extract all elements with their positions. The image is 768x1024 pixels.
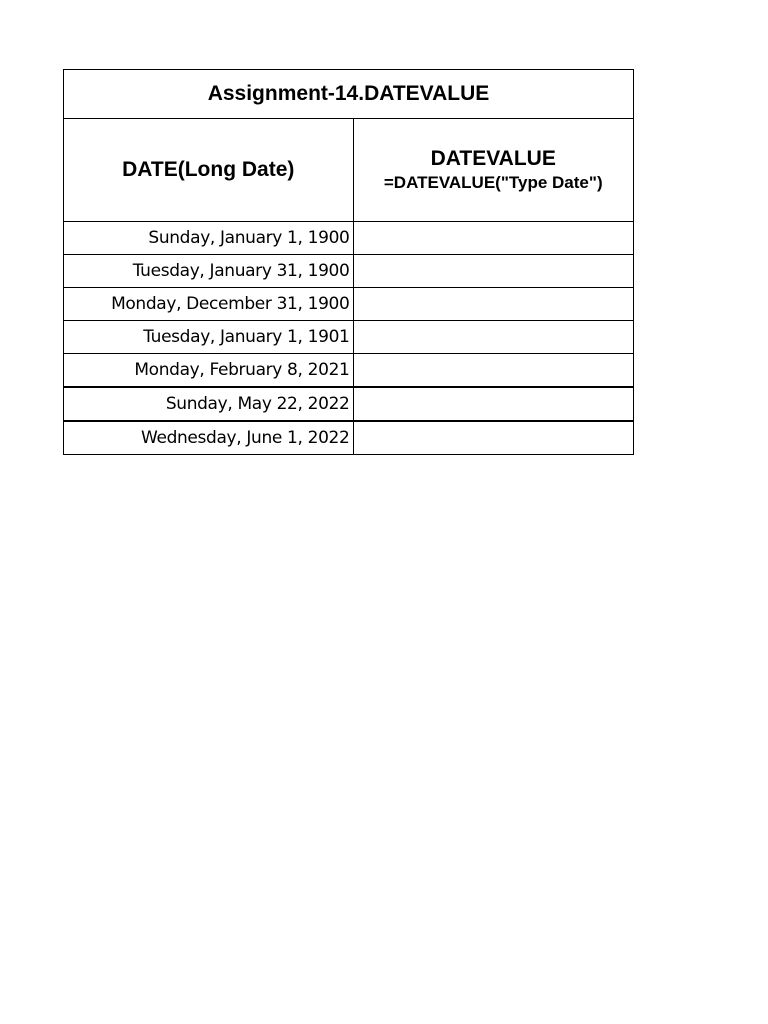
date-cell[interactable]: Sunday, May 22, 2022 bbox=[64, 387, 354, 421]
table-row bbox=[64, 288, 634, 321]
datevalue-cell[interactable] bbox=[353, 354, 634, 388]
date-cell[interactable]: Tuesday, January 1, 1901 bbox=[64, 321, 354, 354]
table-row bbox=[64, 354, 634, 388]
table-row bbox=[64, 421, 634, 455]
sheet-title[interactable]: Assignment-14.DATEVALUE bbox=[64, 70, 634, 119]
datevalue-cell[interactable] bbox=[353, 321, 634, 354]
datevalue-cell[interactable] bbox=[353, 421, 634, 455]
table-row bbox=[64, 255, 634, 288]
date-cell[interactable]: Sunday, January 1, 1900 bbox=[64, 222, 354, 255]
datevalue-cell[interactable] bbox=[353, 255, 634, 288]
date-cell[interactable]: Tuesday, January 31, 1900 bbox=[64, 255, 354, 288]
datevalue-formula-label: =DATEVALUE("Type Date") bbox=[383, 173, 603, 192]
date-column-header[interactable]: DATE(Long Date) bbox=[64, 119, 354, 222]
table-row bbox=[64, 387, 634, 421]
date-cell[interactable]: Wednesday, June 1, 2022 bbox=[64, 421, 354, 455]
table-row bbox=[64, 222, 634, 255]
datevalue-cell[interactable] bbox=[353, 222, 634, 255]
datevalue-column-header[interactable] bbox=[353, 119, 634, 222]
datevalue-cell[interactable] bbox=[353, 288, 634, 321]
datevalue-cell[interactable] bbox=[353, 387, 634, 421]
datevalue-header-label: DATEVALUE bbox=[430, 147, 556, 170]
datevalue-table bbox=[63, 69, 634, 455]
header-row bbox=[64, 119, 634, 222]
table-row bbox=[64, 321, 634, 354]
date-cell[interactable]: Monday, December 31, 1900 bbox=[64, 288, 354, 321]
title-row bbox=[64, 70, 634, 119]
date-cell[interactable]: Monday, February 8, 2021 bbox=[64, 354, 354, 388]
